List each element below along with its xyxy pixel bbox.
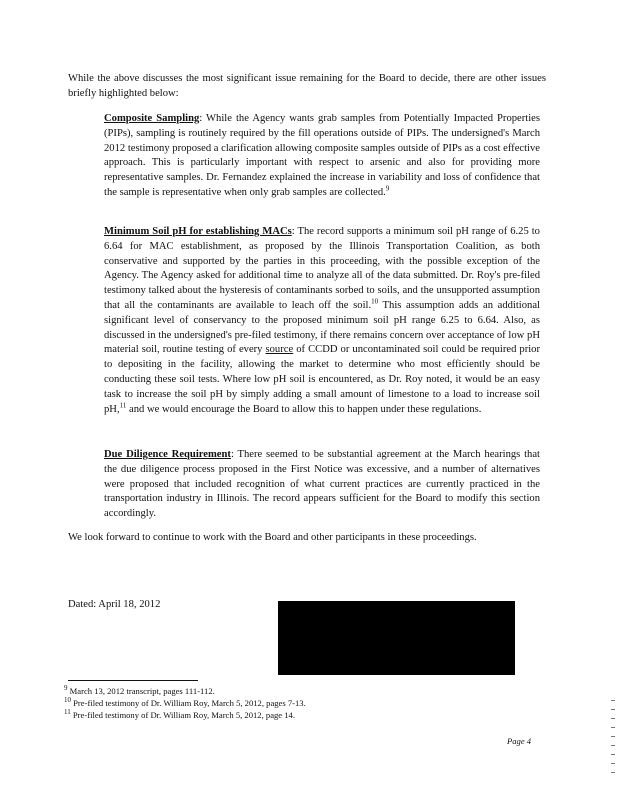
due-diligence-heading: Due Diligence Requirement <box>104 449 231 460</box>
minimum-soil-ph-heading: Minimum Soil pH for establishing MACs <box>104 226 292 237</box>
footnote-divider <box>68 680 198 681</box>
due-diligence-text: : There seemed to be substantial agreement at the March hearings that the due diligence process proposed in the First Notice was excessive, and a number of alternatives were proposed that included recognition of what current practices are currently practiced in the transportation industry in Illinois. The record appears sufficient for the Board to modify this section accordingly. <box>104 449 540 520</box>
footnote-ref-9: 9 <box>385 184 390 193</box>
footnote-text: Pre-filed testimony of Dr. William Roy, March 5, 2012, pages 7-13. <box>73 698 306 708</box>
minimum-soil-ph-paragraph <box>104 225 540 417</box>
due-diligence-paragraph <box>104 448 540 522</box>
footnote-ref-10: 10 <box>371 297 379 306</box>
minimum-soil-ph-text-c: of CCDD or uncontaminated soil could be required prior to depositing in the facility, allowing the market to determine who most efficiently should be conducting these soil tests. Where low pH soil is encountered, as Dr. Roy noted, it would be an easy task to increase the soil pH by simply adding a small amount of limestone to a load to increase soil pH, <box>104 344 541 415</box>
composite-sampling-paragraph <box>104 112 540 201</box>
minimum-soil-ph-text-d: and we would encourage the Board to allow this to happen under these regulations. <box>126 403 482 415</box>
footnote-text: March 13, 2012 transcript, pages 111-112. <box>69 686 215 696</box>
minimum-soil-ph-text-a: : The record supports a minimum soil pH range of 6.25 to 6.64 for MAC establishment, as proposed by the Illinois Transportation Coalition, as both conservative and supported by the parties in this proceeding, with the possible exception of the Agency. The Agency asked for additional time to analyze all of the data submitted. Dr. Roy's pre-filed testimony talked about the hysteresis of contaminants sorbed to soils, and the unsupported assumption that all the contaminants are available to leach off the soil. <box>104 226 540 311</box>
composite-sampling-heading: Composite Sampling <box>104 113 200 124</box>
footnote-number: 9 <box>64 684 68 693</box>
footnote-ref-11: 11 <box>119 401 127 410</box>
underlined-word-source: source <box>265 344 294 356</box>
footnote-text: Pre-filed testimony of Dr. William Roy, March 5, 2012, page 14. <box>72 710 296 720</box>
footnote-number: 10 <box>64 696 71 705</box>
page-number: Page 4 <box>507 736 532 746</box>
intro-paragraph: While the above discusses the most significant issue remaining for the Board to decide, there are other issues briefly highlighted below: <box>68 73 546 99</box>
minimum-soil-ph-text-b: This assumption adds an additional significant level of conservancy to the proposed minimum soil pH range 6.25 to 6.64. Also, as discussed in the undersigned's pre-filed testimony, if there remains concern over acceptance of low pH material soil, routine testing of every <box>104 299 540 356</box>
footnote-9 <box>64 686 215 697</box>
redacted-signature-block <box>278 601 515 675</box>
composite-sampling-text: : While the Agency wants grab samples from Potentially Impacted Properties (PIPs), sampling is routinely required by the fill operations outside of PIPs. The undersigned's March 2012 testimony proposed a clarification allowing composite samples outside of PIPs as a cost effective approach. This is particularly important with respect to arsenic and also for providing more representative samples. Dr. Fernandez explained the increase in variability and loss of confidence that the sample is representative when only grab samples are collected. <box>104 113 540 198</box>
margin-scan-marks <box>611 700 615 780</box>
footnote-10 <box>64 698 306 709</box>
footnote-11 <box>64 710 295 721</box>
date-line: Dated: April 18, 2012 <box>68 599 161 610</box>
closing-paragraph: We look forward to continue to work with the Board and other participants in these proceedings. <box>68 532 477 543</box>
footnote-number: 11 <box>64 708 71 717</box>
